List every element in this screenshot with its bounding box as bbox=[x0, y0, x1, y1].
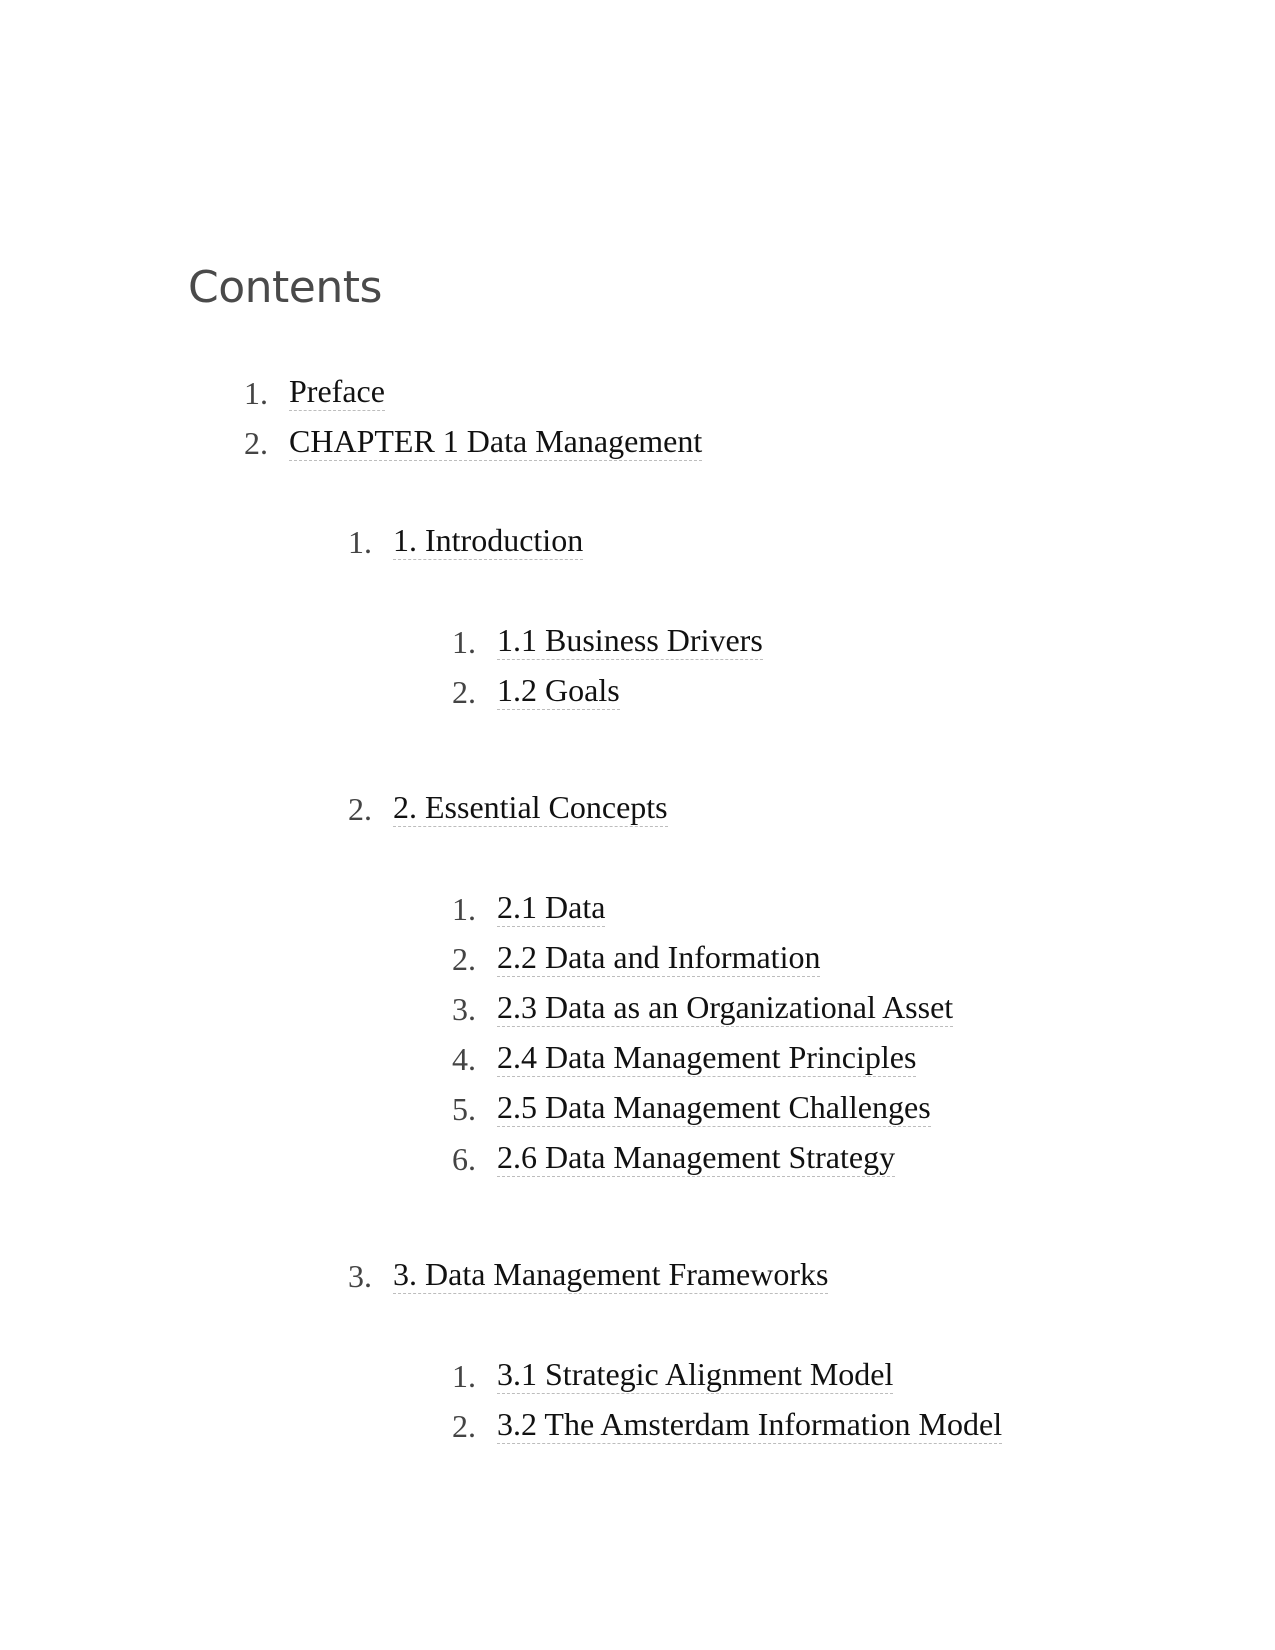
toc-link-principles[interactable]: 2.4 Data Management Principles bbox=[497, 1039, 917, 1075]
toc-link-goals[interactable]: 1.2 Goals bbox=[497, 672, 620, 708]
toc-item-number: 2. bbox=[348, 791, 372, 827]
toc-link-strategy[interactable]: 2.6 Data Management Strategy bbox=[497, 1139, 896, 1175]
toc-item-number: 5. bbox=[452, 1091, 476, 1127]
toc-item-number: 1. bbox=[452, 891, 476, 927]
toc-link-data[interactable]: 2.1 Data bbox=[497, 889, 606, 925]
toc-link-organizational-asset[interactable]: 2.3 Data as an Organizational Asset bbox=[497, 989, 954, 1025]
toc-item-number: 2. bbox=[452, 674, 476, 710]
toc-item-number: 1. bbox=[244, 375, 268, 411]
toc-link-frameworks[interactable]: 3. Data Management Frameworks bbox=[393, 1256, 829, 1292]
toc-link-data-and-information[interactable]: 2.2 Data and Information bbox=[497, 939, 821, 975]
toc-link-business-drivers[interactable]: 1.1 Business Drivers bbox=[497, 622, 763, 658]
toc-link-challenges[interactable]: 2.5 Data Management Challenges bbox=[497, 1089, 931, 1125]
toc-item-number: 4. bbox=[452, 1041, 476, 1077]
toc-item-number: 2. bbox=[244, 425, 268, 461]
toc-item-number: 3. bbox=[348, 1258, 372, 1294]
toc-link-introduction[interactable]: 1. Introduction bbox=[393, 522, 584, 558]
toc-item-number: 1. bbox=[348, 524, 372, 560]
toc-link-chapter-1[interactable]: CHAPTER 1 Data Management bbox=[289, 423, 703, 459]
toc-link-strategic-alignment[interactable]: 3.1 Strategic Alignment Model bbox=[497, 1356, 894, 1392]
page-title: Contents bbox=[188, 262, 382, 313]
toc-link-essential-concepts[interactable]: 2. Essential Concepts bbox=[393, 789, 668, 825]
toc-item-number: 1. bbox=[452, 624, 476, 660]
toc-item-number: 1. bbox=[452, 1358, 476, 1394]
toc-link-preface[interactable]: Preface bbox=[289, 373, 385, 409]
toc-item-number: 2. bbox=[452, 941, 476, 977]
toc-item-number: 3. bbox=[452, 991, 476, 1027]
toc-item-number: 6. bbox=[452, 1141, 476, 1177]
toc-item-number: 2. bbox=[452, 1408, 476, 1444]
toc-link-amsterdam-model[interactable]: 3.2 The Amsterdam Information Model bbox=[497, 1406, 1003, 1442]
